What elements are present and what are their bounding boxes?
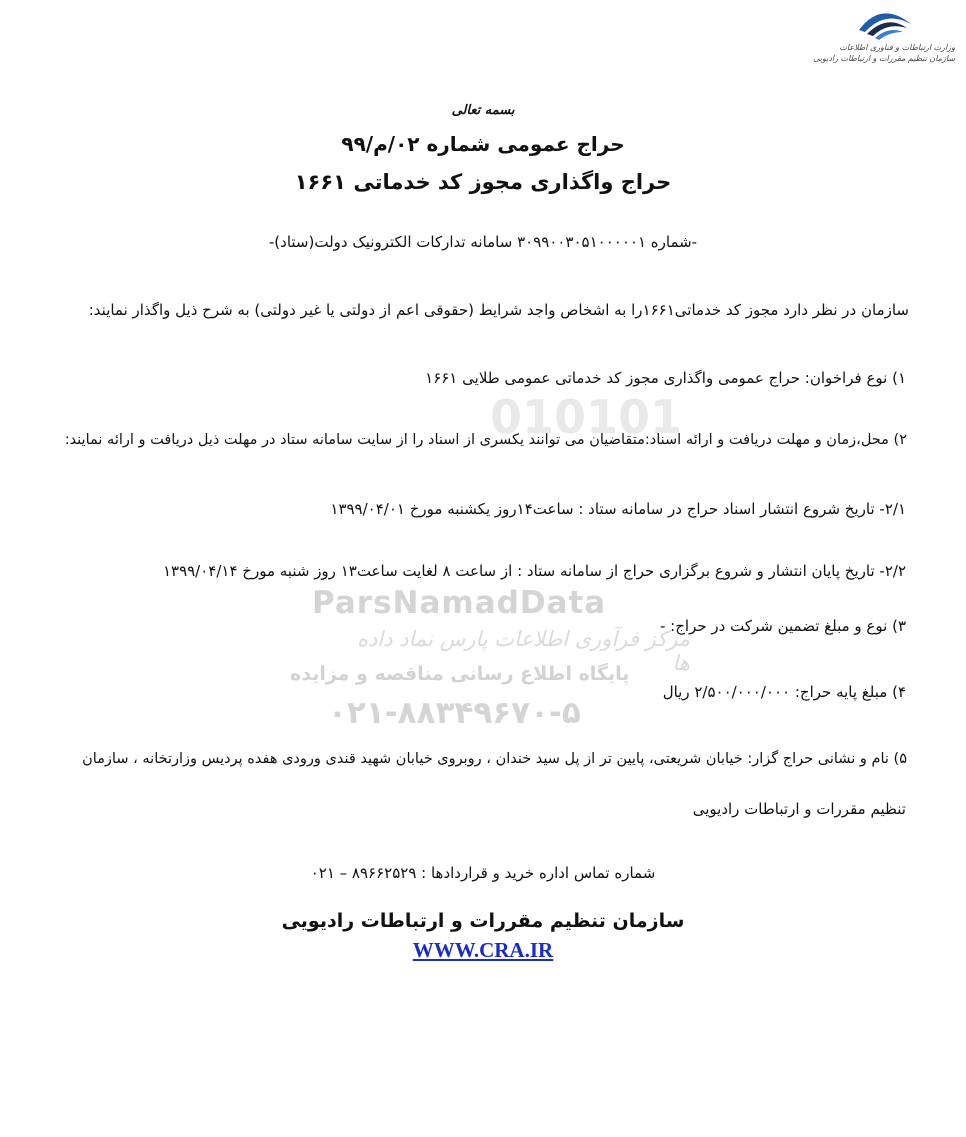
website-link[interactable]: WWW.CRA.IR	[412, 938, 554, 962]
list-item-5-line1: ۵) نام و نشانی حراج گزار: خیابان شریعتی، پایین تر از پل سید خندان ، روبروی خیابان شهید قندی ورودی هفده پردیس وزارتخانه ، سازمان	[82, 751, 907, 767]
list-item-2: ۲) محل،زمان و مهلت دریافت و ارائه اسناد:متقاضیان می توانند یکسری از اسناد را از سایت سامانه ستاد در مهلت ذیل دریافت و ارائه نمایند:	[64, 432, 907, 448]
watermark-phone: ۰۲۱-۸۸۳۴۹۶۷۰-۵	[328, 695, 581, 731]
list-item-5-line2: تنظیم مقررات و ارتباطات رادیویی	[692, 800, 906, 818]
watermark-line2: پایگاه اطلاع رسانی مناقصه و مزایده	[290, 663, 630, 685]
watermark-brand: ParsNamadData	[312, 585, 607, 621]
list-item-2-2: ۲/۲- تاریخ پایان انتشار و شروع برگزاری حراج از سامانه ستاد : از ساعت ۸ لغایت ساعت۱۳ روز شنبه مورخ ۱۳۹۹/۰۴/۱۴	[162, 562, 906, 580]
intro-paragraph: سازمان در نظر دارد مجوز کد خدماتی۱۶۶۱را به اشخاص واجد شرایط (حقوقی اعم از دولتی یا غیر دولتی) به شرح ذیل واگذار نمایند:	[88, 301, 909, 319]
watermark-digits: 010101	[490, 390, 683, 444]
document-subtitle: حراج واگذاری مجوز کد خدماتی ۱۶۶۱	[294, 170, 672, 194]
invocation: بسمه تعالی	[451, 103, 515, 118]
logo-ministry-text: وزارت ارتباطات و فناوری اطلاعات	[839, 43, 955, 52]
logo-organization-text: سازمان تنظیم مقررات و ارتباطات رادیویی	[813, 54, 955, 63]
list-item-2-1: ۲/۱- تاریخ شروع انتشار اسناد حراج در سامانه ستاد : ساعت۱۴روز یکشنبه مورخ ۱۳۹۹/۰۴/۰۱	[330, 500, 906, 518]
list-item-3: ۳) نوع و مبلغ تضمین شرکت در حراج: -	[660, 617, 906, 635]
cra-logo-icon	[815, 4, 955, 44]
organization-name: سازمان تنظیم مقررات و ارتباطات رادیویی	[281, 910, 685, 932]
list-item-1: ۱) نوع فراخوان: حراج عمومی واگذاری مجوز کد خدماتی عمومی طلایی ۱۶۶۱	[425, 369, 906, 387]
watermark-line1: مرکز فرآوری اطلاعات پارس نماد داده ها	[356, 627, 690, 675]
list-item-4: ۴) مبلغ پایه حراج: ۲/۵۰۰/۰۰۰/۰۰۰ ریال	[662, 683, 906, 701]
organization-logo	[815, 4, 955, 84]
setad-number: -شماره ۳۰۹۹۰۰۳۰۵۱۰۰۰۰۰۱ سامانه تدارکات الکترونیک دولت(ستاد)-	[268, 233, 698, 251]
contact-number: شماره تماس اداره خرید و قراردادها : ۸۹۶۶۲۵۲۹ – ۰۲۱	[310, 864, 656, 882]
document-title: حراج عمومی شماره ۰۲/م/۹۹	[341, 132, 625, 156]
